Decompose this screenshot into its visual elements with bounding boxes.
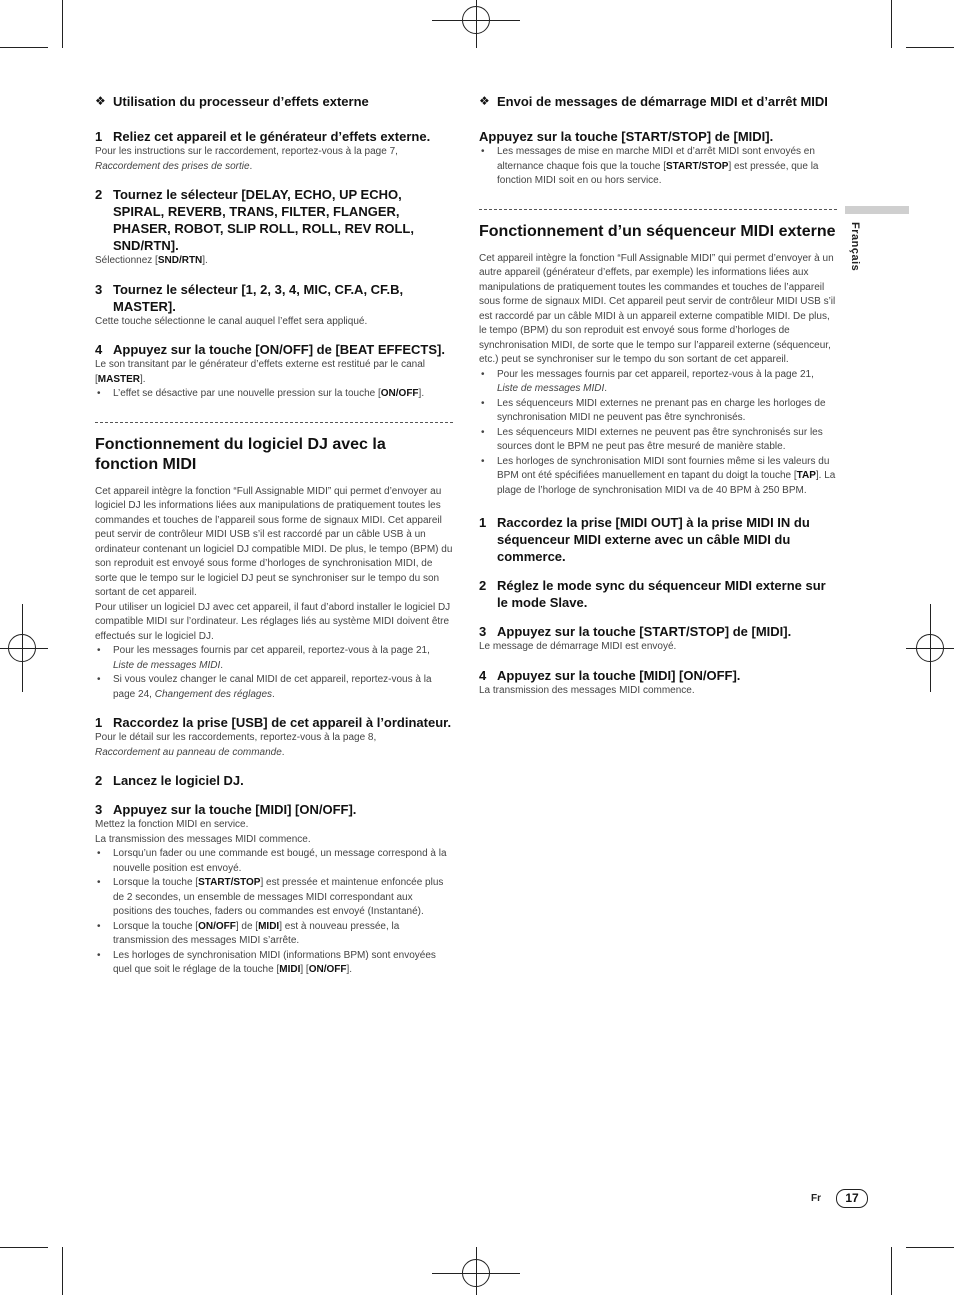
- page-number: 17: [836, 1189, 868, 1208]
- seq-step-1: 1 Raccordez la prise [MIDI OUT] à la prise MIDI IN du séquenceur MIDI externe avec un câble MIDI du commerce.: [479, 515, 810, 564]
- midi-step-3-note: Mettez la fonction MIDI en service.: [95, 819, 249, 830]
- list-item: • Les messages de mise en marche MIDI et d’arrêt MIDI sont envoyés en alternance chaque fois que la touche [START/STOP] est pressée, que la fonction MIDI soit en ou hors service.: [479, 145, 837, 189]
- list-item: • Lorsque la touche [ON/OFF] de [MIDI] est à nouveau pressée, la transmission des messages MIDI s’arrête.: [95, 920, 453, 949]
- midi-step-1: 1 Raccordez la prise [USB] de cet appareil à l’ordinateur.: [95, 715, 452, 730]
- registration-circle: [916, 634, 944, 662]
- list-item: • Les horloges de synchronisation MIDI (informations BPM) sont envoyées quel que soit le réglage de la touche [MIDI] [ON/OFF].: [95, 949, 453, 978]
- seq-step-2: 2 Réglez le mode sync du séquenceur MIDI externe sur le mode Slave.: [479, 578, 826, 610]
- step-2-note: Sélectionnez [SND/RTN].: [95, 255, 208, 266]
- start-stop-step: Appuyez sur la touche [START/STOP] de [MIDI].: [479, 129, 774, 144]
- list-item: • Lorsque la touche [START/STOP] est pressée et maintenue enfoncée plus de 2 secondes, un ensemble de messages MIDI correspondant aux positions des touches, faders ou commandes est envoyé (Instantané).: [95, 876, 453, 920]
- install-paragraph: Pour utiliser un logiciel DJ avec cet appareil, il faut d’abord installer le logiciel DJ compatible MIDI sur l’ordinateur. Les réglages liés au système MIDI doivent être effectués sur le logiciel DJ.: [95, 601, 451, 642]
- section-divider: [479, 209, 837, 210]
- midi-step-3-bullets: [95, 847, 453, 978]
- list-item: • Pour les messages fournis par cet appareil, reportez-vous à la page 21, Liste de messages MIDI.: [95, 644, 453, 673]
- midi-step-2: 2 Lancez le logiciel DJ.: [95, 773, 244, 788]
- step-1-note: Pour les instructions sur le raccordement, reportez-vous à la page 7, Raccordement des prises de sortie.: [95, 146, 398, 172]
- crop-mark: [891, 1247, 892, 1295]
- seq-step-4-note: La transmission des messages MIDI commence.: [479, 684, 695, 696]
- heading-external-sequencer: Fonctionnement d’un séquenceur MIDI externe: [479, 222, 836, 240]
- list-item: • Si vous voulez changer le canal MIDI de cet appareil, reportez-vous à la page 24, Changement des réglages.: [95, 673, 453, 702]
- section-title-start-stop: ❖ Envoi de messages de démarrage MIDI et d’arrêt MIDI: [479, 94, 828, 109]
- step-2: 2 Tournez le sélecteur [DELAY, ECHO, UP ECHO, SPIRAL, REVERB, TRANS, FILTER, FLANGER, PHASER, ROBOT, SLIP ROLL, ROLL, REV ROLL, SND/RTN].: [95, 187, 414, 253]
- list-item: • Les horloges de synchronisation MIDI sont fournies même si les valeurs du BPM ont été spécifiées manuellement en tapant du doigt la touche [TAP]. La plage de l’horloge de synchronisation MIDI va de 40 BPM à 250 BPM.: [479, 455, 837, 499]
- crop-mark: [906, 47, 954, 48]
- registration-circle: [8, 634, 36, 662]
- step-3-note: Cette touche sélectionne le canal auquel l’effet sera appliqué.: [95, 315, 368, 327]
- section-title-effects: ❖ Utilisation du processeur d’effets externe: [95, 94, 369, 109]
- footer-language-code: Fr: [811, 1193, 821, 1204]
- midi-step-3-note: La transmission des messages MIDI commence.: [95, 833, 311, 845]
- list-item: • Les séquenceurs MIDI externes ne prenant pas en charge les horloges de synchronisation MIDI ne peuvent pas être synchronisés.: [479, 397, 837, 426]
- crop-mark: [906, 1247, 954, 1248]
- midi-step-3: 3 Appuyez sur la touche [MIDI] [ON/OFF].: [95, 802, 357, 817]
- left-column: [95, 93, 453, 978]
- registration-circle: [462, 1259, 490, 1287]
- crop-mark: [0, 1247, 48, 1248]
- crop-mark: [62, 0, 63, 48]
- list-item: • Pour les messages fournis par cet appareil, reportez-vous à la page 21, Liste de messages MIDI.: [479, 368, 837, 397]
- seq-step-4: 4 Appuyez sur la touche [MIDI] [ON/OFF].: [479, 667, 741, 683]
- list-item: • Les séquenceurs MIDI externes ne peuvent pas être synchronisés sur les sources dont le BPM ne peut pas être mesuré de manière stable.: [479, 426, 837, 455]
- start-stop-bullets: [479, 145, 837, 189]
- seq-step-3-note: Le message de démarrage MIDI est envoyé.: [479, 641, 677, 652]
- midi-step-1-note: Pour le détail sur les raccordements, reportez-vous à la page 8, Raccordement au panneau de commande.: [95, 732, 377, 758]
- seq-step-3: 3 Appuyez sur la touche [START/STOP] de [MIDI].: [479, 624, 792, 639]
- step-1: 1 Reliez cet appareil et le générateur d’effets externe.: [95, 129, 431, 144]
- step-3: 3 Tournez le sélecteur [1, 2, 3, 4, MIC, CF.A, CF.B, MASTER].: [95, 281, 404, 314]
- list-item: • Lorsqu’un fader ou une commande est bougé, un message correspond à la nouvelle position est envoyé.: [95, 847, 453, 876]
- step-4-bullets: [95, 387, 453, 402]
- sequencer-paragraph: Cet appareil intègre la fonction “Full Assignable MIDI” qui permet d’envoyer à un autre appareil (générateur d’effets, par exemple) les informations liées aux manipulations de pratiquement toutes les commandes et touches de l’appareil sous forme de signaux MIDI. Cet appareil peut servir de contrôleur MIDI USB s’il est raccordé par un câble MIDI à un appareil externe compatible MIDI. De plus, le tempo (BPM) du son reproduit est envoyé sous forme d’horloges de synchronisation MIDI, de sorte que le tempo sur l’appareil externe (séquenceur, etc.) peut se synchroniser sur le tempo du son sortant de cet appareil.: [479, 252, 836, 365]
- crop-mark: [0, 47, 48, 48]
- diamond-icon: ❖: [479, 94, 490, 108]
- step-4: 4 Appuyez sur la touche [ON/OFF] de [BEAT EFFECTS].: [95, 342, 445, 357]
- intro-paragraph: Cet appareil intègre la fonction “Full Assignable MIDI” qui permet d’envoyer au logiciel DJ les informations liées aux manipulations de pratiquement toutes les commandes et touches de l’appareil sous forme de signaux MIDI. Cet appareil peut servir de contrôleur MIDI USB s’il est raccordé par un câble USB à un ordinateur contenant un logiciel DJ compatible MIDI. De plus, le tempo (BPM) du son reproduit est envoyé sous forme d’horloges de synchronisation MIDI, de sorte que le tempo sur le logiciel DJ peut se synchroniser sur le tempo du son sortant de cet appareil.: [95, 485, 453, 598]
- intro-bullets: [95, 644, 453, 702]
- heading-dj-software-midi: Fonctionnement du logiciel DJ avec la fonction MIDI: [95, 435, 386, 473]
- list-item: • L’effet se désactive par une nouvelle pression sur la touche [ON/OFF].: [95, 387, 453, 402]
- step-4-note: Le son transitant par le générateur d’effets externe est restitué par le canal [MASTER].: [95, 359, 426, 385]
- sequencer-bullets: [479, 368, 837, 499]
- right-column: [479, 93, 837, 698]
- language-tab-bar: [845, 206, 909, 214]
- section-divider: [95, 422, 453, 423]
- language-tab-label: Français: [849, 222, 861, 272]
- crop-mark: [62, 1247, 63, 1295]
- registration-circle: [462, 6, 490, 34]
- diamond-icon: ❖: [95, 94, 106, 108]
- crop-mark: [891, 0, 892, 48]
